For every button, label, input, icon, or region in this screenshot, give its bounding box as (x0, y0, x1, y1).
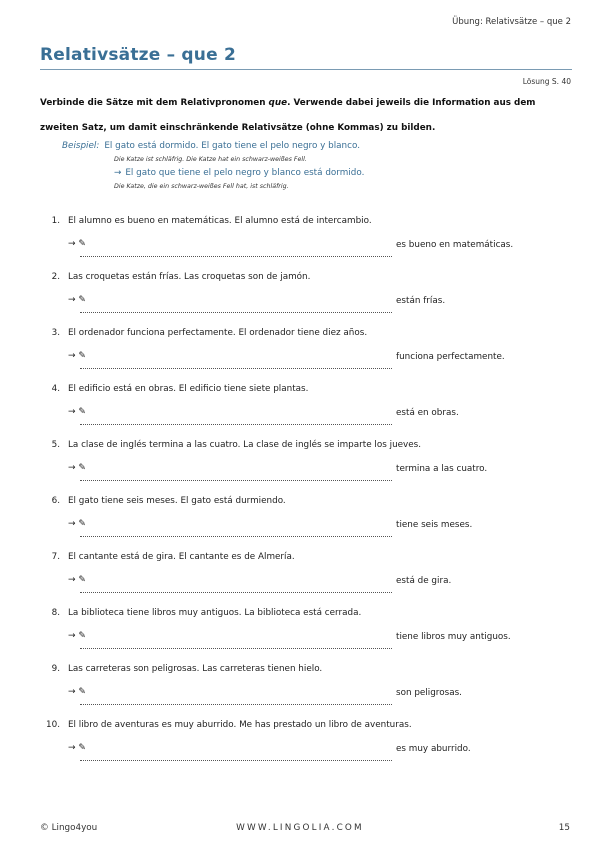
footer-copyright: © Lingo4you (40, 823, 98, 833)
item-sentences: El gato tiene seis meses. El gato está durmiendo. (68, 496, 286, 506)
item-sentences: El edificio está en obras. El edificio tiene siete plantas. (68, 384, 309, 394)
example-block (62, 141, 562, 195)
sentence-ending: termina a las cuatro. (396, 464, 488, 474)
item-sentences: Las croquetas están frías. Las croquetas son de jamón. (68, 272, 311, 282)
exercise-item (40, 493, 580, 549)
item-number: 5. (51, 440, 60, 450)
item-sentences: Las carreteras son peligrosas. Las carreteras tienen hielo. (68, 664, 323, 674)
exercise-item (40, 605, 580, 661)
answer-row (68, 237, 568, 253)
exercise-header-label: Übung: Relativsätze – que 2 (452, 17, 571, 27)
instructions-pronoun: que (268, 98, 288, 108)
answer-row (68, 461, 568, 477)
solution-reference: Lösung S. 40 (522, 77, 571, 86)
answer-line[interactable] (80, 704, 392, 705)
sentence-ending: funciona perfectamente. (396, 352, 505, 362)
item-number: 8. (51, 608, 60, 618)
example-answer-translation: Die Katze, die ein schwarz-weißes Fell hat, ist schläfrig. (114, 183, 289, 190)
arrow-pencil-icon: → ✎ (68, 631, 86, 641)
answer-line[interactable] (80, 592, 392, 593)
answer-row (68, 629, 568, 645)
answer-row (68, 517, 568, 533)
arrow-pencil-icon: → ✎ (68, 519, 86, 529)
arrow-pencil-icon: → ✎ (68, 351, 86, 361)
arrow-pencil-icon: → ✎ (68, 687, 86, 697)
sentence-ending: tiene seis meses. (396, 520, 473, 530)
answer-line[interactable] (80, 480, 392, 481)
sentence-ending: están frías. (396, 296, 446, 306)
sentence-ending: tiene libros muy antiguos. (396, 632, 511, 642)
item-number: 9. (51, 664, 60, 674)
example-sentence-line (62, 141, 562, 156)
sentence-ending: son peligrosas. (396, 688, 462, 698)
answer-line[interactable] (80, 368, 392, 369)
item-number: 10. (46, 720, 60, 730)
exercise-item (40, 381, 580, 437)
item-sentences: El libro de aventuras es muy aburrido. Me has prestado un libro de aventuras. (68, 720, 412, 730)
exercise-item (40, 549, 580, 605)
answer-line[interactable] (80, 760, 392, 761)
example-answer: El gato que tiene el pelo negro y blanco está dormido. (125, 168, 365, 178)
sentence-ending: es muy aburrido. (396, 744, 471, 754)
exercise-item (40, 437, 580, 493)
sentence-ending: está de gira. (396, 576, 452, 586)
example-answer-line (114, 168, 562, 183)
arrow-pencil-icon: → ✎ (68, 239, 86, 249)
exercise-item (40, 325, 580, 381)
answer-row (68, 741, 568, 757)
footer-website: WWW.LINGOLIA.COM (236, 823, 364, 833)
arrow-pencil-icon: → ✎ (68, 575, 86, 585)
arrow-pencil-icon: → ✎ (68, 407, 86, 417)
answer-row (68, 405, 568, 421)
answer-row (68, 685, 568, 701)
item-sentences: La biblioteca tiene libros muy antiguos. La biblioteca está cerrada. (68, 608, 362, 618)
instructions-part2: . Verwende dabei jeweils die Information aus dem zweiten Satz, um damit einschränkende Relativsätze (ohne Kommas) zu bilden. (40, 98, 536, 133)
example-translation: Die Katze ist schläfrig. Die Katze hat ein schwarz-weißes Fell. (114, 156, 307, 163)
answer-line[interactable] (80, 424, 392, 425)
page-number: 15 (558, 823, 570, 833)
instructions-part1: Verbinde die Sätze mit dem Relativpronomen (40, 98, 269, 108)
answer-line[interactable] (80, 312, 392, 313)
item-number: 7. (51, 552, 60, 562)
item-number: 3. (51, 328, 60, 338)
exercise-item (40, 661, 580, 717)
sentence-ending: es bueno en matemáticas. (396, 240, 514, 250)
arrow-right-icon: → (114, 168, 122, 178)
arrow-pencil-icon: → ✎ (68, 295, 86, 305)
exercise-item (40, 213, 580, 269)
exercise-item (40, 717, 580, 773)
answer-row (68, 349, 568, 365)
example-sentence: El gato está dormido. El gato tiene el pelo negro y blanco. (104, 141, 360, 151)
instructions (40, 91, 575, 141)
item-sentences: El alumno es bueno en matemáticas. El alumno está de intercambio. (68, 216, 372, 226)
sentence-ending: está en obras. (396, 408, 459, 418)
arrow-pencil-icon: → ✎ (68, 743, 86, 753)
example-label: Beispiel: (62, 141, 100, 151)
answer-line[interactable] (80, 256, 392, 257)
item-sentences: La clase de inglés termina a las cuatro. La clase de inglés se imparte los jueves. (68, 440, 422, 450)
answer-row (68, 293, 568, 309)
page-title: Relativsätze – que 2 (40, 45, 236, 65)
item-sentences: El ordenador funciona perfectamente. El ordenador tiene diez años. (68, 328, 368, 338)
exercise-list (40, 213, 580, 773)
item-sentences: El cantante está de gira. El cantante es de Almería. (68, 552, 295, 562)
item-number: 2. (51, 272, 60, 282)
item-number: 1. (51, 216, 60, 226)
title-divider (40, 69, 572, 70)
answer-row (68, 573, 568, 589)
item-number: 4. (51, 384, 60, 394)
exercise-item (40, 269, 580, 325)
item-number: 6. (51, 496, 60, 506)
answer-line[interactable] (80, 536, 392, 537)
answer-line[interactable] (80, 648, 392, 649)
arrow-pencil-icon: → ✎ (68, 463, 86, 473)
